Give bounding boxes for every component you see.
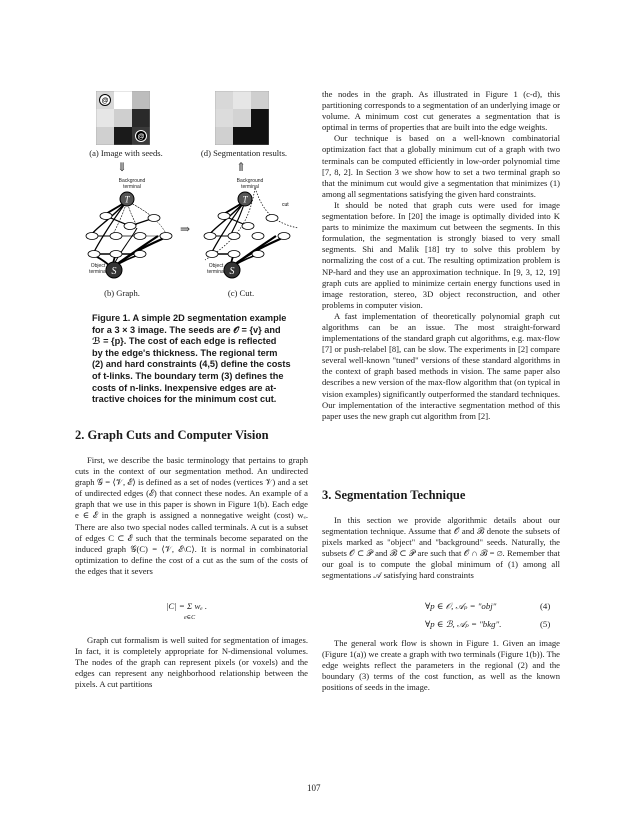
arrow-right-icon: ⇒ <box>180 222 191 236</box>
caption-line: costs of n-links. Inexpensive edges are at- <box>92 382 277 393</box>
caption-line: tractive choices for the minimum cost cut. <box>92 394 277 405</box>
paragraph: It should be noted that graph cuts were used for image segmentation before. In [20] the image is optimally divided into K parts to minimize the maximum cut between the segments. In this formulation, the segmentation is strongly biased to very small segments. Shi and Malik [18] try to solve this problem by normalizing the cost of a cut. The resulting optimization problem is NP-hard and they use an approximation technique. In [9, 3, 12, 19] graph cuts are applied to minimize certain energy functions used in image restoration, stereo, 3D object reconstruction, and other problems in computer vision. <box>322 199 560 310</box>
subcaption-b: (b) Graph. <box>104 288 140 298</box>
node-t-label: T <box>124 194 130 205</box>
section-3-body <box>322 515 560 582</box>
cut-cost-equation-subscript: e∈C <box>184 615 196 621</box>
node-s-label-c: S <box>229 266 235 277</box>
paragraph: A fast implementation of theoretically polynomial graph cut algorithms can be an issue. The most straight-forward implementations of the standard graph cut algorithms, e.g. max-flow [7] or push-relabel [8], can be slow. The experiments in [2] compare several well-known "tuned" versions of these standard algorithms in the context of graph based methods in vision. The same paper also describes a new version of the max-flow algorithm that (on typical in vision examples) significantly outperformed the standard techniques. Our implementation of the interactive segmentation method of this paper uses the new graph cut algorithm from [2]. <box>322 310 560 421</box>
equation-5: ∀p ∈ ℬ, 𝒜ₚ = "bkg". <box>425 619 502 629</box>
equation-4: ∀p ∈ 𝒪, 𝒜ₚ = "obj" <box>425 601 497 611</box>
obj-terminal-label-c: Object terminal <box>207 263 225 275</box>
right-column-body <box>322 89 560 422</box>
section-2-body <box>75 455 308 577</box>
subcaption-a: (a) Image with seeds. <box>89 148 163 158</box>
seed-bkg-marker: @ <box>101 97 109 105</box>
caption-line: for a 3 × 3 image. The seeds are 𝒪 = {v} and <box>92 324 281 335</box>
arrow-down-icon: ⇓ <box>117 160 128 174</box>
section-2-paragraph: First, we describe the basic terminology that pertains to graph cuts in the context of our segmentation method. An undirected graph 𝒢 = ⟨𝒱, ℰ⟩ is defined as a set of nodes (vertices 𝒱) and a set of undirected edges (ℰ) that connect these nodes. An example of a graph that we use in this paper is shown in Figure 1(b). Each edge e ∈ ℰ in the graph is assigned a nonnegative weight (cost) wₑ. There are also two special nodes called terminals. A cut is a subset of edges C ⊂ ℰ such that the terminals become separated on the induced graph 𝒢(C) = ⟨𝒱, ℰ\C⟩. It is normal in combinatorial optimization to define the cost of a cut as the sum of the costs of the edges that it severs <box>75 455 308 576</box>
figure-caption <box>92 313 307 406</box>
page-number: 107 <box>307 783 321 793</box>
section-2-heading: 2. Graph Cuts and Computer Vision <box>75 428 269 442</box>
equation-5-number: (5) <box>540 619 551 629</box>
subcaption-c: (c) Cut. <box>227 288 255 298</box>
caption-line: by the edge's thickness. The regional term <box>92 347 278 358</box>
caption-line: Figure 1. A simple 2D segmentation example <box>92 313 287 323</box>
obj-terminal-label-b: Object terminal <box>89 263 107 275</box>
bkg-terminal-label-b: Background terminal <box>118 178 146 190</box>
segmentation-result-grid <box>215 91 269 145</box>
node-t-label-c: T <box>242 194 248 205</box>
cut-label: cut <box>282 202 289 208</box>
paragraph: Our technique is based on a well-known combinatorial optimization fact that a globally minimum cut of a graph with two terminals can be computed efficiently in low-order polynomial time [7, 8, 2]. In Section 3 we show how to set a two terminal graph so that the minimum cut would give a segmentation that minimizes (1) among all segmentations satisfying the given hard constraints. <box>322 133 560 199</box>
caption-line: of t-links. The boundary term (3) defines the <box>92 370 284 381</box>
caption-line: (2) and hard constraints (4,5) define the costs <box>92 359 291 370</box>
node-s-label: S <box>111 266 117 277</box>
paragraph: the nodes in the graph. As illustrated in Figure 1 (c-d), this partitioning corresponds to a segmentation of an underlying image or volume. A minimum cost cut generates a segmentation that is optimal in terms of properties that are built into the edge weights. <box>322 89 560 133</box>
paragraph: In this section we provide algorithmic details about our segmentation technique. Assume that 𝒪 and ℬ denote the subsets of pixels marked as "object" and "background" seeds. Naturally, the subsets 𝒪 ⊂ 𝒫 and ℬ ⊂ 𝒫 are such that 𝒪 ∩ ℬ = ∅. Remember that our goal is to compute the global minimum of (1) among all segmentations 𝒜 satisfying hard constraints <box>322 515 560 581</box>
bkg-terminal-label-c: Background terminal <box>236 178 264 190</box>
seed-image-grid <box>96 91 150 145</box>
section-3-heading: 3. Segmentation Technique <box>322 488 466 502</box>
section-2-body-cont <box>75 635 308 690</box>
caption-line: ℬ = {p}. The cost of each edge is reflected <box>92 336 277 347</box>
cut-cost-equation: |C| = Σ wₑ . <box>166 601 208 611</box>
section-3-body-cont <box>322 638 560 693</box>
paragraph: The general work flow is shown in Figure 1. Given an image (Figure 1(a)) we create a graph with two terminals (Figure 1(b)). The edge weights reflect the parameters in the regional (2) and the boundary (3) terms of the cost function, as well as the known positions of seeds in the image. <box>322 638 560 693</box>
seed-obj-marker: @ <box>137 133 145 141</box>
subcaption-d: (d) Segmentation results. <box>200 148 288 158</box>
section-2-paragraph: Graph cut formalism is well suited for segmentation of images. In fact, it is completely appropriate for N-dimensional volumes. The nodes of the graph can represent pixels (or voxels) and the edges can represent any neighborhood relationship between the pixels. A cut partitions <box>75 635 308 690</box>
arrow-up-icon: ⇑ <box>236 160 247 174</box>
equation-4-number: (4) <box>540 601 551 611</box>
